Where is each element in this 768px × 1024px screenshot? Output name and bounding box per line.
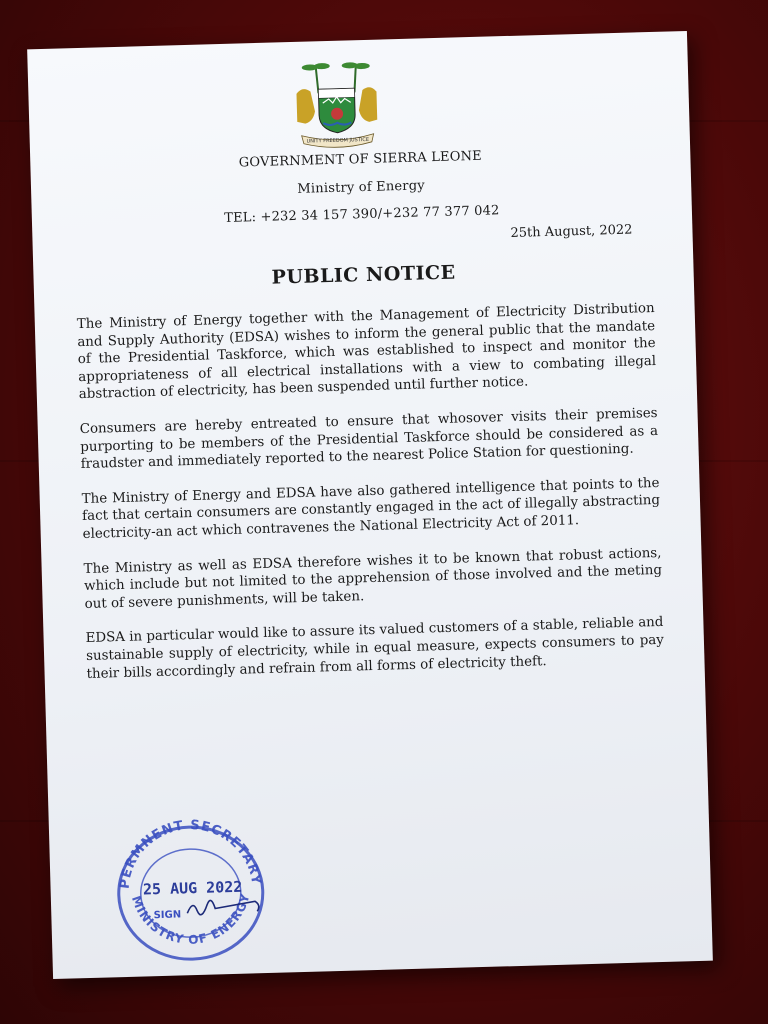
stamp-date: 25 AUG 2022 — [142, 877, 243, 899]
paragraph-1: The Ministry of Energy together with the Management of Electricity Distribution and Supply Authority (EDSA) wishes to inform the general public that the mandate of the Presidential Taskforce, which was established to inspect and monitor the appropriateness of all electrical installations with a view to combating illegal abstraction of electricity, has been suspended until further notice. — [76, 300, 657, 403]
public-notice-document — [27, 31, 713, 979]
paragraph-5: EDSA in particular would like to assure its valued customers of a stable, reliable and sustainable supply of electricity, while in equal measure, expects consumers to pay their bills accordingly and refrain from all forms of electricity theft. — [85, 615, 665, 682]
paragraph-2: Consumers are hereby entreated to ensure that whosover visits their premises purporting to be members of the Presidential Taskforce should be considered as a fraudster and immediately reported to the nearest Police Station for questioning. — [79, 405, 659, 473]
notice-body — [77, 300, 665, 700]
coat-of-arms-icon — [286, 57, 389, 152]
notice-date: 25th August, 2022 — [510, 222, 633, 241]
ministry-name: Ministry of Energy — [297, 178, 426, 197]
svg-text:UNITY FREEDOM JUSTICE: UNITY FREEDOM JUSTICE — [306, 136, 370, 145]
stamp-bottom-text: MINISTRY OF ENERGY — [128, 891, 253, 948]
telephone-line: TEL: +232 34 157 390/+232 77 377 042 — [224, 203, 500, 226]
stamp-top-text: PERMNENT SECRETARY — [117, 817, 264, 890]
official-stamp — [107, 811, 281, 966]
stamp-sign-label: SIGN — [153, 909, 182, 922]
paragraph-3: The Ministry of Energy and EDSA have also gathered intelligence that points to the fact that certain consumers are constantly engaged in the act of illegally abstracting electricity-an act which contravenes the National Electricity Act of 2011. — [81, 475, 661, 542]
page-title: PUBLIC NOTICE — [271, 261, 456, 289]
svg-text:MINISTRY OF ENERGY — [129, 891, 254, 949]
paragraph-4: The Ministry as well as EDSA therefore wishes it to be known that robust actions, which include but not limited to the apprehension of those involved and the meting out of severe punishments, will be taken. — [83, 545, 663, 612]
government-heading: GOVERNMENT OF SIERRA LEONE — [238, 148, 483, 171]
